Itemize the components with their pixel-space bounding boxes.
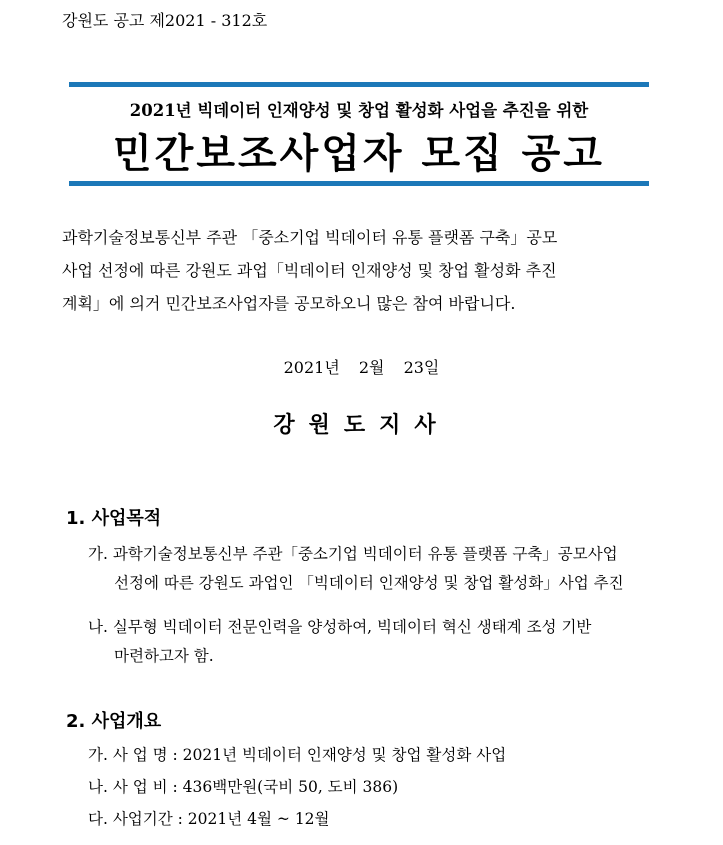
purpose-item-line: 선정에 따른 강원도 과업인 「빅데이터 인재양성 및 창업 활성화」사업 추진	[114, 574, 624, 592]
intro-line: 사업 선정에 따른 강원도 과업「빅데이터 인재양성 및 창업 활성화 추진	[62, 261, 557, 280]
purpose-item-na	[88, 613, 668, 671]
notice-number: 강원도 공고 제2021 - 312호	[62, 11, 268, 30]
intro-paragraph	[62, 221, 662, 320]
notice-title: 민간보조사업자 모집 공고	[113, 130, 605, 177]
purpose-item-line: 가. 과학기술정보통신부 주관「중소기업 빅데이터 유통 플랫폼 구축」공모사업	[88, 545, 618, 563]
governor-signature: 강원도지사	[273, 412, 450, 438]
title-rule-bottom	[69, 181, 649, 186]
intro-line: 과학기술정보통신부 주관 「중소기업 빅데이터 유통 플랫폼 구축」공모	[62, 228, 558, 247]
section-heading-overview: 2. 사업개요	[66, 711, 162, 732]
purpose-item-ga	[88, 540, 668, 598]
intro-line: 계획」에 의거 민간보조사업자를 공모하오니 많은 참여 바랍니다.	[62, 294, 516, 313]
title-rule-top	[69, 82, 649, 87]
overview-period: 다. 사업기간 : 2021년 4월 ~ 12월	[88, 810, 330, 828]
notice-subtitle: 2021년 빅데이터 인재양성 및 창업 활성화 사업을 추진을 위한	[129, 101, 589, 120]
purpose-item-line: 나. 실무형 빅데이터 전문인력을 양성하여, 빅데이터 혁신 생태계 조성 기반	[88, 618, 592, 636]
overview-budget: 나. 사 업 비 : 436백만원(국비 50, 도비 386)	[88, 778, 399, 796]
section-heading-purpose: 1. 사업목적	[66, 508, 162, 529]
notice-date: 2021년 2월 23일	[283, 358, 440, 377]
overview-project-name: 가. 사 업 명 : 2021년 빅데이터 인재양성 및 창업 활성화 사업	[88, 746, 507, 764]
purpose-item-line: 마련하고자 함.	[114, 647, 214, 665]
